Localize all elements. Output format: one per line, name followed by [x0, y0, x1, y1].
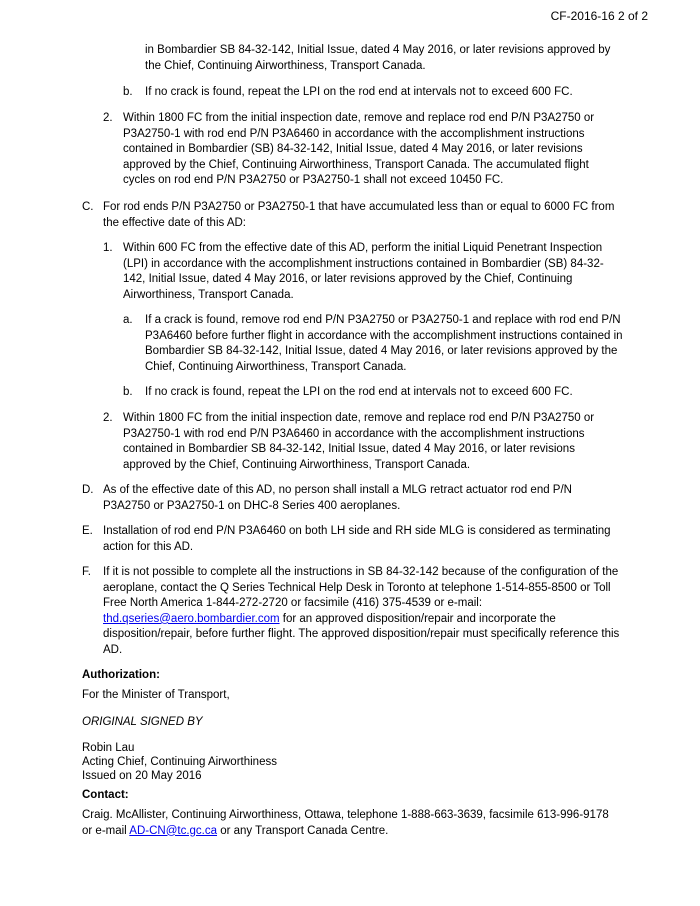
- continued-paragraph: in Bombardier SB 84-32-142, Initial Issue, dated 4 May 2016, or later revisions approved by the Chief, Continuing Airworthiness, Transport Canada.: [145, 44, 611, 72]
- section-c-item-b-label: b.: [123, 386, 133, 398]
- section-c-item-b-text: If no crack is found, repeat the LPI on the rod end at intervals not to exceed 600 FC.: [145, 386, 573, 398]
- item-b-label: b.: [123, 86, 133, 98]
- section-f-label: F.: [82, 566, 91, 578]
- authorization-heading: Authorization:: [82, 669, 160, 681]
- contact-text: [82, 808, 622, 839]
- section-d-label: D.: [82, 484, 94, 496]
- section-e-text: Installation of rod end P/N P3A6460 on both LH side and RH side MLG is considered as terminating action for this AD.: [103, 525, 611, 553]
- helpdesk-email-link[interactable]: thd.qseries@aero.bombardier.com: [103, 612, 280, 625]
- item-b-text: If no crack is found, repeat the LPI on the rod end at intervals not to exceed 600 FC.: [145, 86, 573, 98]
- section-c-label: C.: [82, 201, 94, 213]
- contact-text-before: Craig. McAllister, Continuing Airworthiness, Ottawa, telephone 1-888-663-3639, facsimile 613-996-9178 or e-mail: [82, 809, 609, 837]
- section-c-item-a-text: If a crack is found, remove rod end P/N P3A2750 or P3A2750-1 and replace with rod end P/N P3A6460 before further flight in accordance with the accomplishment instructions contained in Bombardier SB 84-32-142, Initial Issue, dated 4 May 2016, or later revisions approved by the Chief, Continuing Airworthiness, Transport Canada.: [145, 314, 623, 373]
- section-f-text: [103, 565, 623, 659]
- issued-date: Issued on 20 May 2016: [82, 770, 202, 782]
- contact-text-after: or any Transport Canada Centre.: [217, 824, 389, 837]
- section-e-label: E.: [82, 525, 93, 537]
- item-2-text: Within 1800 FC from the initial inspection date, remove and replace rod end P/N P3A2750 or P3A2750-1 with rod end P/N P3A6460 in accordance with the accomplishment instructions contained in Bombardier (SB) 84-32-142, Initial Issue, dated 4 May 2016, or later revisions approved by the Chief, Continuing Airworthiness, Transport Canada. The accumulated flight cycles on rod end P/N P3A2750 or P3A2750-1 shall not exceed 10450 FC.: [123, 112, 595, 187]
- section-c-item-1-text: Within 600 FC from the effective date of this AD, perform the initial Liquid Penetrant Inspection (LPI) in accordance with the accomplishment instructions contained in Bombardier (SB) 84-32-142, Initial Issue, dated 4 May 2016, or later revisions approved by the Chief, Continuing Airworthiness, Transport Canada.: [123, 242, 604, 301]
- section-c-item-2-label: 2.: [103, 412, 113, 424]
- section-f-text-after: for an approved disposition/repair and incorporate the disposition/repair, before further flight. The approved disposition/repair must specifically reference this AD.: [103, 612, 620, 656]
- contact-heading: Contact:: [82, 789, 129, 801]
- section-f-text-before: If it is not possible to complete all the instructions in SB 84-32-142 because of the configuration of the aeroplane, contact the Q Series Technical Help Desk in Toronto at telephone 1-514-855-8500 or Toll Free North America 1-844-272-2720 or facsimile (416) 375-4539 or e-mail:: [103, 566, 619, 610]
- signatory-title: Acting Chief, Continuing Airworthiness: [82, 756, 277, 768]
- section-c-item-a-label: a.: [123, 314, 133, 326]
- item-2-label: 2.: [103, 112, 113, 124]
- contact-email-link[interactable]: AD-CN@tc.gc.ca: [129, 824, 218, 837]
- section-d-text: As of the effective date of this AD, no person shall install a MLG retract actuator rod end P/N P3A2750 or P3A2750-1 on DHC-8 Series 400 aeroplanes.: [103, 484, 572, 512]
- page-header: CF-2016-16 2 of 2: [550, 9, 648, 23]
- section-c-text: For rod ends P/N P3A2750 or P3A2750-1 that have accumulated less than or equal to 6000 FC from the effective date of this AD:: [103, 201, 615, 229]
- authorization-minister: For the Minister of Transport,: [82, 689, 230, 701]
- section-c-item-1-label: 1.: [103, 242, 113, 254]
- original-signed: ORIGINAL SIGNED BY: [82, 716, 203, 728]
- signatory-name: Robin Lau: [82, 742, 135, 754]
- section-c-item-2-text: Within 1800 FC from the initial inspection date, remove and replace rod end P/N P3A2750 or P3A2750-1 with rod end P/N P3A6460 in accordance with the accomplishment instructions contained in Bombardier SB 84-32-142, Initial Issue, dated 4 May 2016, or later revisions approved by the Chief, Continuing Airworthiness, Transport Canada.: [123, 412, 595, 471]
